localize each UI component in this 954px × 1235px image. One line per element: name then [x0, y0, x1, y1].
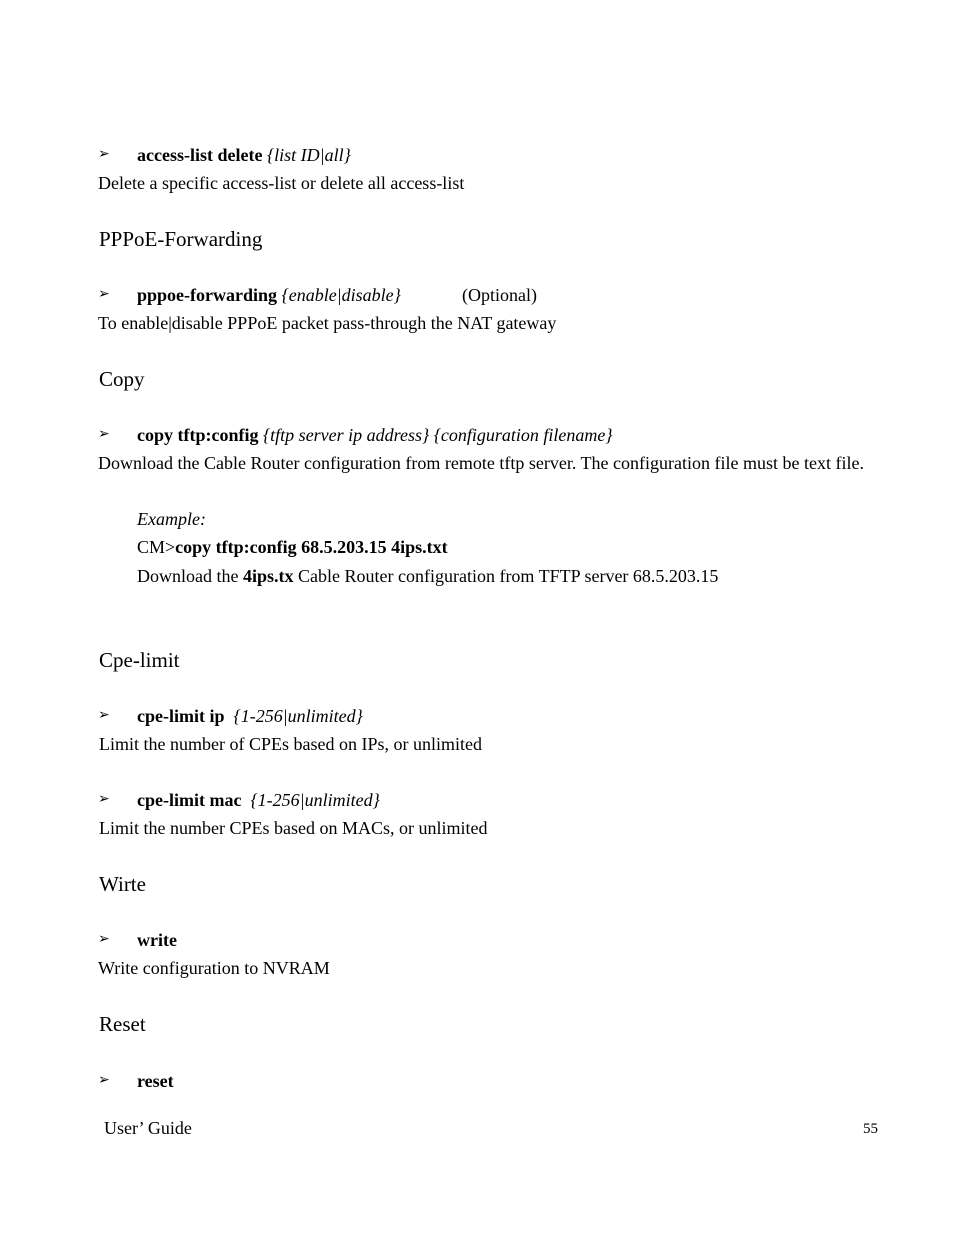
- command-cpe-limit-ip: [137, 705, 363, 727]
- bullet-icon: ➢: [98, 932, 110, 947]
- example-prompt: CM>: [137, 537, 176, 557]
- command-copy-tftp-config: [137, 424, 613, 446]
- page-number: 55: [863, 1121, 878, 1137]
- command-name: pppoe-forwarding: [137, 285, 278, 305]
- bullet-icon: ➢: [98, 1073, 110, 1088]
- command-access-list-delete: [137, 144, 351, 166]
- command-args: {1-256|unlimited}: [250, 790, 380, 810]
- command-name: copy tftp:config: [137, 425, 259, 445]
- description-access-list-delete: Delete a specific access-list or delete all access-list: [98, 173, 465, 193]
- description-pppoe-forwarding: To enable|disable PPPoE packet pass-through the NAT gateway: [98, 313, 557, 333]
- example-label: Example:: [137, 509, 206, 529]
- example-description: Download the 4ips.tx Cable Router configuration from TFTP server 68.5.203.15: [137, 566, 719, 586]
- command-optional-note: (Optional): [462, 285, 537, 305]
- section-heading-pppoe-forwarding: PPPoE-Forwarding: [99, 227, 263, 251]
- example-command-text: copy tftp:config 68.5.203.15 4ips.txt: [175, 537, 448, 557]
- description-cpe-limit-ip: Limit the number of CPEs based on IPs, or unlimited: [99, 734, 482, 754]
- command-name: write: [137, 930, 177, 950]
- command-name: cpe-limit mac: [137, 790, 242, 810]
- description-cpe-limit-mac: Limit the number CPEs based on MACs, or unlimited: [99, 818, 488, 838]
- bullet-icon: ➢: [98, 147, 110, 162]
- command-write: [137, 929, 177, 951]
- command-name: access-list delete: [137, 145, 263, 165]
- section-heading-copy: Copy: [99, 367, 145, 391]
- example-command: [137, 536, 448, 558]
- command-args: {1-256|unlimited}: [233, 706, 363, 726]
- section-heading-reset: Reset: [99, 1012, 146, 1036]
- section-heading-write: Wirte: [99, 872, 146, 896]
- bullet-icon: ➢: [98, 708, 110, 723]
- command-pppoe-forwarding: [137, 284, 401, 306]
- section-heading-cpe-limit: Cpe-limit: [99, 648, 180, 672]
- command-name: reset: [137, 1071, 174, 1091]
- footer-title: User’ Guide: [104, 1118, 192, 1138]
- bullet-icon: ➢: [98, 427, 110, 442]
- command-args: {list ID|all}: [266, 145, 351, 165]
- command-args: {enable|disable}: [281, 285, 401, 305]
- description-write: Write configuration to NVRAM: [98, 958, 330, 978]
- description-copy: Download the Cable Router configuration from remote tftp server. The configuration file must be text file.: [98, 453, 864, 473]
- command-name: cpe-limit ip: [137, 706, 225, 726]
- bullet-icon: ➢: [98, 792, 110, 807]
- command-reset: [137, 1070, 174, 1092]
- bullet-icon: ➢: [98, 287, 110, 302]
- command-args: {tftp server ip address} {configuration filename}: [262, 425, 613, 445]
- command-cpe-limit-mac: [137, 789, 380, 811]
